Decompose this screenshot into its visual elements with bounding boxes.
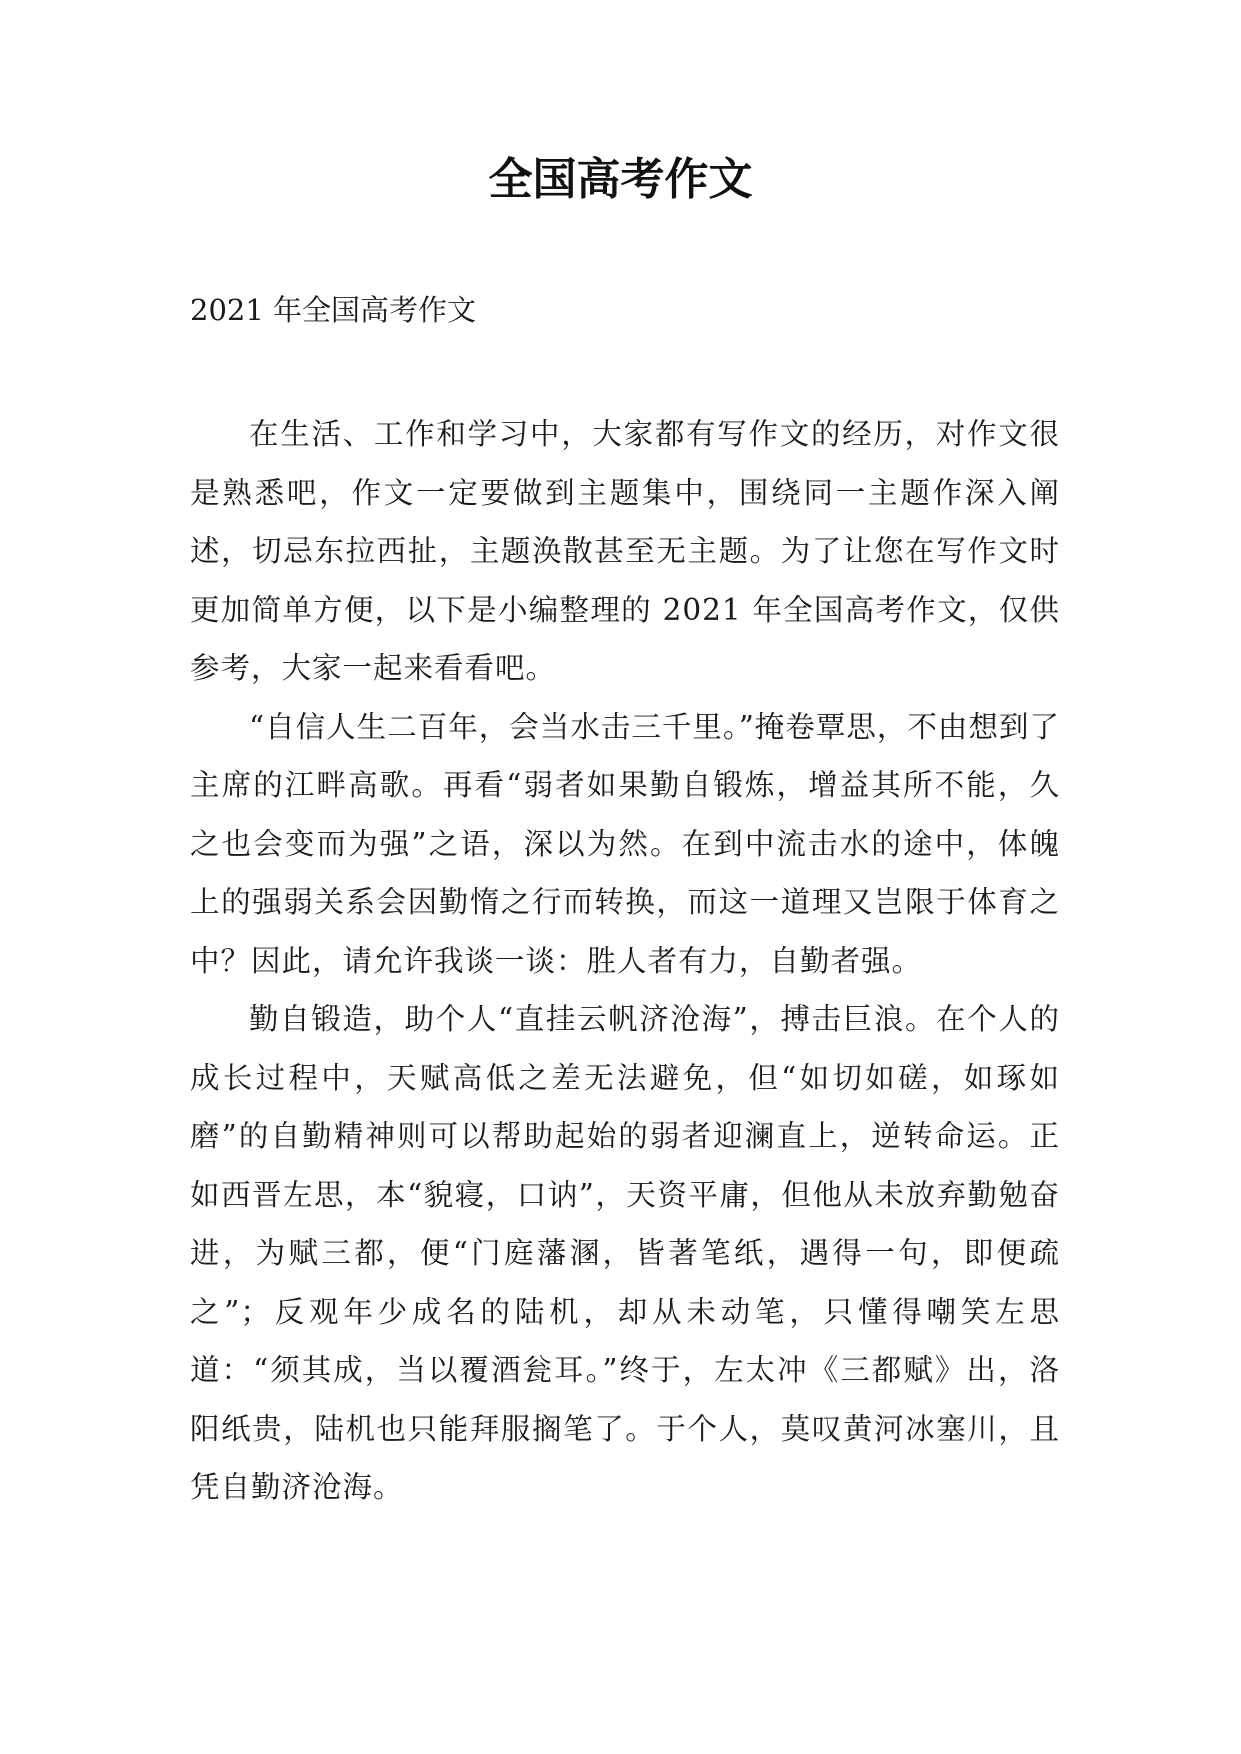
document-body xyxy=(190,405,1060,1517)
paragraph: 在生活、工作和学习中，大家都有写作文的经历，对作文很是熟悉吧，作文一定要做到主题集中，围绕同一主题作深入阐述，切忌东拉西扯，主题涣散甚至无主题。为了让您在写作文时更加简单方便，以下是小编整理的 2021 年全国高考作文，仅供参考，大家一起来看看吧。 xyxy=(190,417,1060,685)
document-subtitle: 2021 年全国高考作文 xyxy=(190,293,477,327)
paragraph: “自信人生二百年，会当水击三千里。”掩卷覃思，不由想到了主席的江畔高歌。再看“弱者如果勤自锻炼，增益其所不能，久之也会变而为强”之语，深以为然。在到中流击水的途中，体魄上的强弱关系会因勤惰之行而转换，而这一道理又岂限于体育之中？因此，请允许我谈一谈：胜人者有力，自勤者强。 xyxy=(190,709,1060,978)
document-title: 全国高考作文 xyxy=(488,154,753,205)
paragraph: 勤自锻造，助个人“直挂云帆济沧海”，搏击巨浪。在个人的成长过程中，天赋高低之差无法避免，但“如切如磋，如琢如磨”的自勤精神则可以帮助起始的弱者迎澜直上，逆转命运。正如西晋左思，本“貌寝，口讷”，天资平庸，但他从未放弃勤勉奋进，为赋三都，便“门庭藩溷，皆著笔纸，遇得一句，即便疏之”；反观年少成名的陆机，却从未动笔，只懂得嘲笑左思道：“须其成，当以覆酒瓮耳。”终于，左太冲《三都赋》出，洛阳纸贵，陆机也只能拜服搁笔了。于个人，莫叹黄河冰塞川，且凭自勤济沧海。 xyxy=(190,1002,1060,1504)
